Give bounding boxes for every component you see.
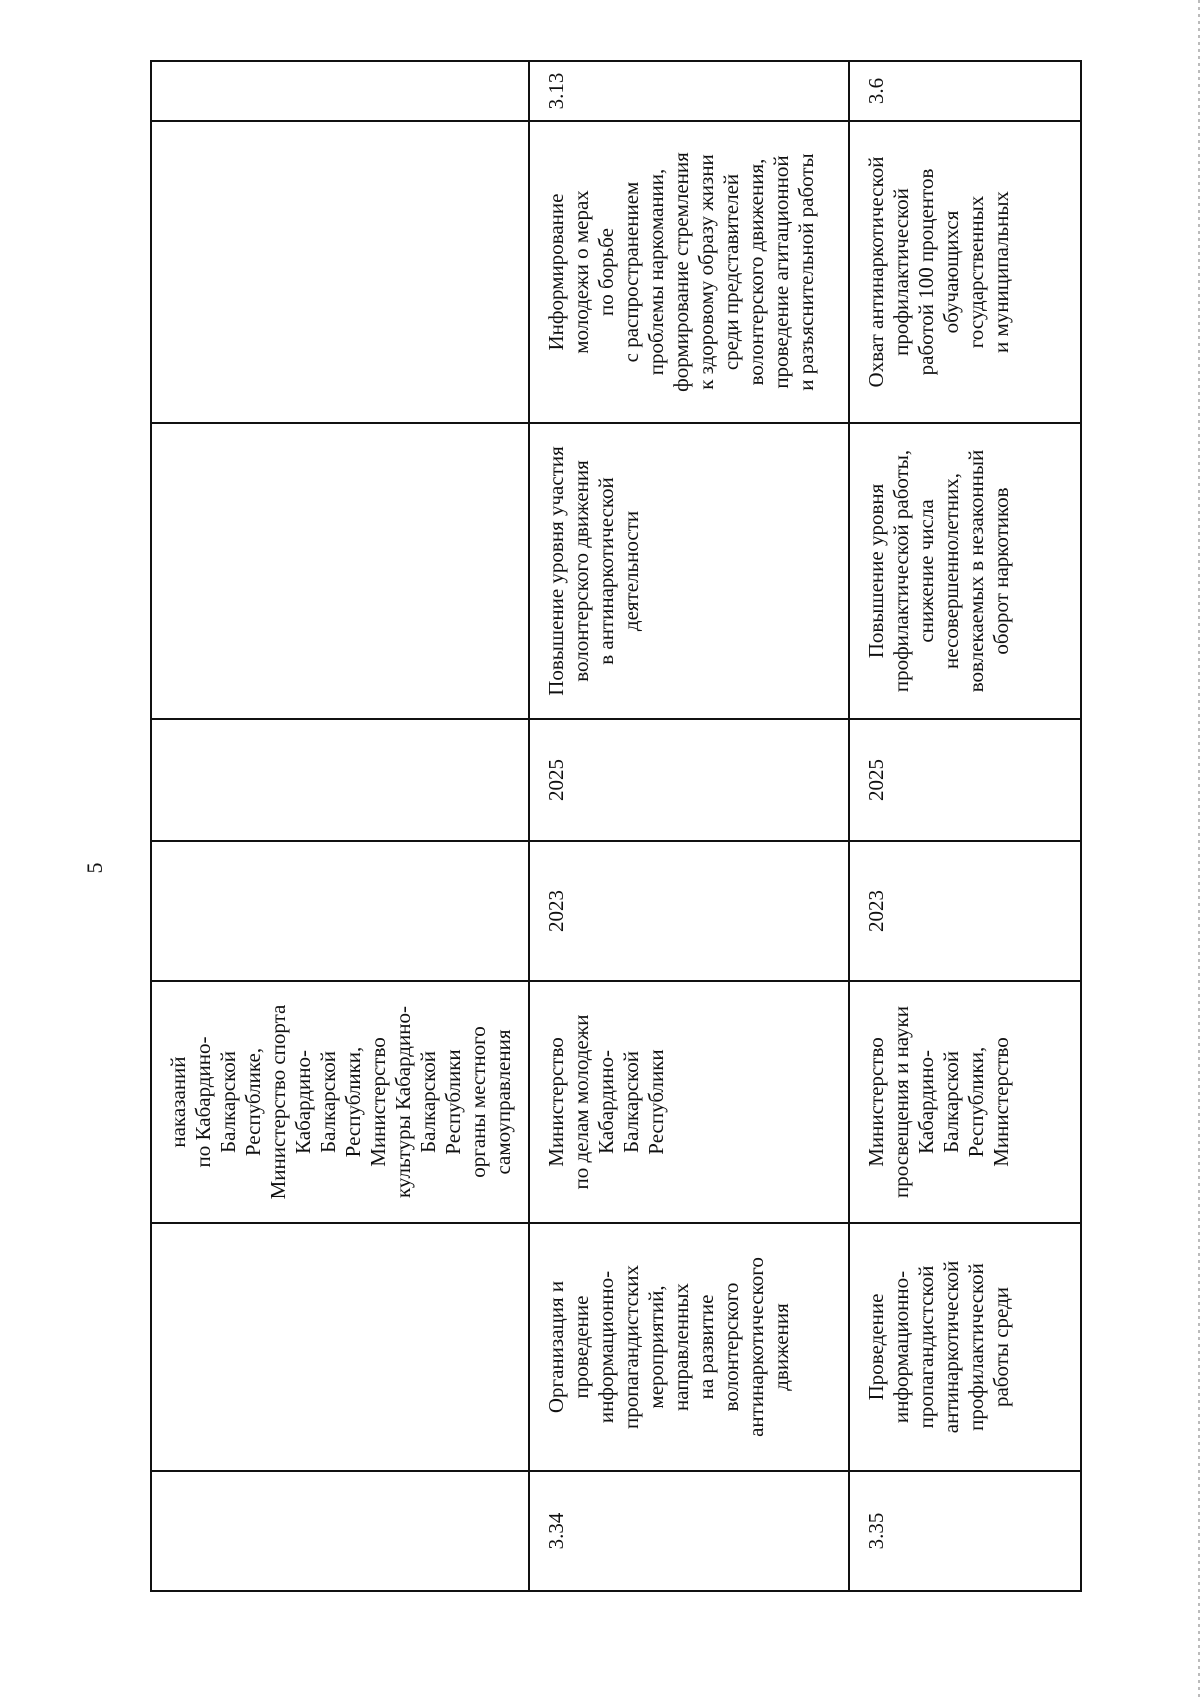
- table-row: [529, 61, 849, 1591]
- cell-start-year: 2023: [529, 841, 849, 981]
- cell-start-year: [151, 841, 529, 981]
- cell-indicator: 3.13: [529, 61, 849, 121]
- cell-result: [151, 423, 529, 719]
- cell-task: [151, 121, 529, 423]
- page-number: 5: [82, 862, 107, 874]
- cell-event: Проведение информационно- пропагандистской антинаркотической профилактической работы среди: [849, 1223, 1081, 1471]
- cell-end-year: 2025: [849, 719, 1081, 841]
- cell-number: 3.34: [529, 1471, 849, 1591]
- cell-indicator: [151, 61, 529, 121]
- table-inner: [150, 62, 1080, 1592]
- rotated-table-wrapper: [150, 62, 1080, 1592]
- cell-start-year: 2023: [849, 841, 1081, 981]
- cell-number: 3.35: [849, 1471, 1081, 1591]
- cell-indicator: 3.6: [849, 61, 1081, 121]
- cell-result: Повышение уровня профилактической работы, снижение числа несовершеннолетних, вовлекаемых в незаконный оборот наркотиков: [849, 423, 1081, 719]
- cell-number: [151, 1471, 529, 1591]
- cell-event: Организация и проведение информационно- пропагандистских мероприятий, направленных на развитие волонтерского антинаркотического движения: [529, 1223, 849, 1471]
- cell-executors: Министерство по делам молодежи Кабардино- Балкарской Республики: [529, 981, 849, 1223]
- cell-event: [151, 1223, 529, 1471]
- cell-end-year: 2025: [529, 719, 849, 841]
- table-row: [151, 61, 529, 1591]
- cell-task: Информирование молодежи о мерах по борьбе с распространением проблемы наркомании, формирование стремления к здоровому образу жизни среди представителей волонтерского движения, проведение агитационной и разъяснительной работы: [529, 121, 849, 423]
- cell-task: Охват антинаркотической профилактической работой 100 процентов обучающихся государственных и муниципальных: [849, 121, 1081, 423]
- program-measures-table: [150, 60, 1082, 1592]
- cell-result: Повышение уровня участия волонтерского движения в антинаркотической деятельности: [529, 423, 849, 719]
- cell-end-year: [151, 719, 529, 841]
- table-row: [849, 61, 1081, 1591]
- cell-executors: Министерство просвещения и науки Кабардино- Балкарской Республики, Министерство: [849, 981, 1081, 1223]
- cell-executors: наказаний по Кабардино- Балкарской Республике, Министерство спорта Кабардино- Балкарской Республики, Министерство культуры Кабардино- Балкарской Республики органы местного самоуправления: [151, 981, 529, 1223]
